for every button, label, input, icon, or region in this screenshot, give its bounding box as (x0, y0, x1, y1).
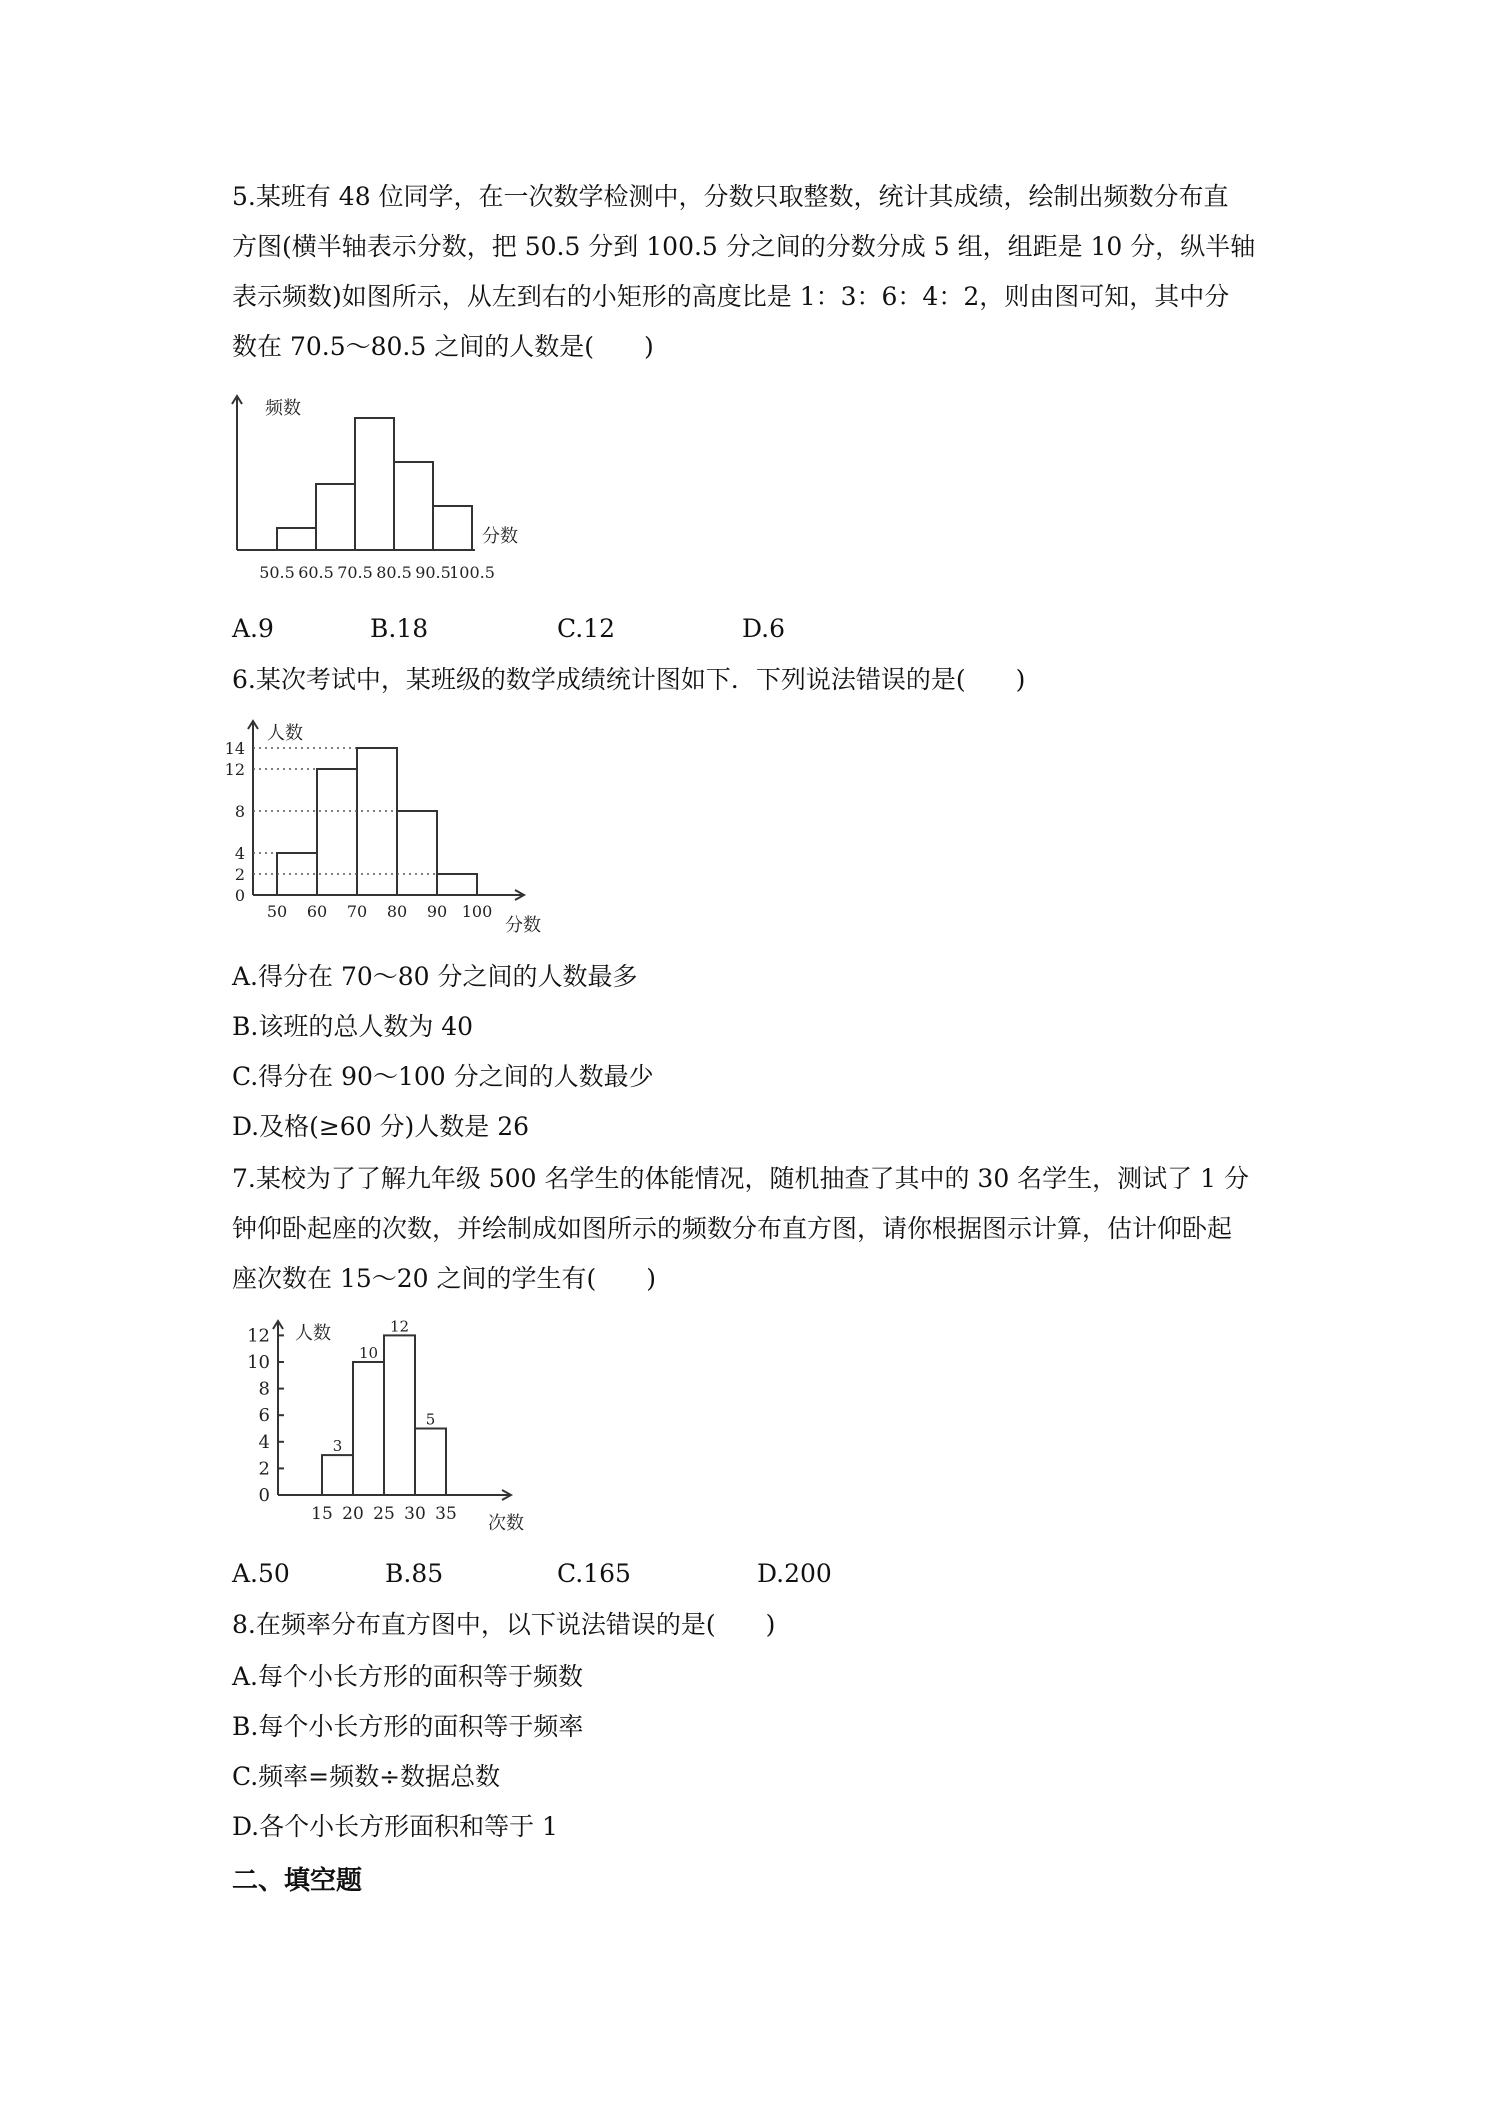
q7-y-axis-label: 人数 (295, 1323, 331, 1344)
q5-option-b[interactable]: B.18 (370, 614, 429, 643)
x-tick-label: 90.5 (415, 563, 451, 582)
histogram-bar (397, 811, 437, 895)
q7-option-d[interactable]: D.200 (757, 1559, 832, 1588)
x-tick-label: 30 (404, 1504, 426, 1524)
histogram-bar (433, 506, 472, 550)
q5-text-line-1: 5.某班有 48 位同学，在一次数学检测中，分数只取整数，统计其成绩，绘制出频数分布直 (232, 182, 1229, 211)
q5-option-a[interactable]: A.9 (232, 614, 274, 643)
bar-data-label: 12 (389, 1317, 410, 1336)
x-tick-label: 25 (373, 1504, 395, 1524)
q6-option-b[interactable]: B.该班的总人数为 40 (232, 1012, 474, 1041)
x-tick-label: 70.5 (337, 563, 373, 582)
y-tick-label: 2 (234, 865, 245, 884)
q7-option-b[interactable]: B.85 (385, 1559, 444, 1588)
histogram-bar (384, 1335, 415, 1495)
x-tick-label: 35 (435, 1504, 457, 1524)
y-tick-label: 6 (258, 1405, 270, 1427)
q8-option-b[interactable]: B.每个小长方形的面积等于频率 (232, 1712, 584, 1741)
q5-y-axis-label: 频数 (265, 398, 301, 419)
histogram-bar (415, 1429, 446, 1496)
x-tick-label: 15 (311, 1504, 333, 1524)
histogram-bar (394, 462, 433, 550)
y-tick-label: 4 (234, 844, 245, 863)
q5-x-axis-label: 分数 (482, 526, 518, 547)
x-tick-label: 100.5 (449, 563, 495, 582)
y-tick-label: 0 (258, 1485, 270, 1506)
histogram-bar (353, 1362, 384, 1495)
x-tick-label: 20 (342, 1504, 364, 1524)
y-tick-label: 12 (224, 760, 245, 779)
q8-option-c[interactable]: C.频率=频数÷数据总数 (232, 1762, 501, 1791)
y-tick-label: 10 (247, 1352, 270, 1373)
histogram-bar (355, 418, 394, 550)
y-tick-label: 14 (224, 739, 245, 758)
y-tick-label: 12 (247, 1325, 270, 1347)
y-tick-label: 8 (258, 1378, 270, 1400)
x-tick-label: 60 (306, 902, 328, 921)
q6-y-axis-label: 人数 (267, 723, 303, 744)
x-tick-label: 90 (426, 902, 448, 921)
y-tick-label: 8 (234, 802, 245, 821)
q6-x-axis-label: 分数 (505, 915, 541, 936)
histogram-bar (316, 484, 355, 550)
x-tick-label: 60.5 (298, 563, 334, 582)
histogram-bar (317, 769, 357, 895)
histogram-bar (277, 528, 316, 550)
x-tick-label: 50 (266, 902, 288, 921)
x-tick-label: 70 (346, 902, 368, 921)
q5-text-line-2: 方图(横半轴表示分数，把 50.5 分到 100.5 分之间的分数分成 5 组，组距是 10 分，纵半轴 (232, 232, 1256, 261)
q7-histogram (240, 1315, 540, 1540)
q7-x-axis-label: 次数 (488, 1513, 524, 1534)
q8-option-a[interactable]: A.每个小长方形的面积等于频数 (232, 1662, 584, 1691)
q6-text-line-1: 6.某次考试中，某班级的数学成绩统计图如下．下列说法错误的是( ) (232, 665, 1026, 694)
y-tick-label: 2 (258, 1458, 270, 1480)
histogram-bar (357, 748, 397, 895)
q7-text-line-2: 钟仰卧起座的次数，并绘制成如图所示的频数分布直方图，请你根据图示计算，估计仰卧起 (232, 1214, 1233, 1243)
q5-text-line-4: 数在 70.5～80.5 之间的人数是( ) (232, 332, 654, 361)
q8-option-d[interactable]: D.各个小长方形面积和等于 1 (232, 1812, 558, 1841)
x-tick-label: 80.5 (376, 563, 412, 582)
section-title-fill-in: 二、填空题 (232, 1866, 363, 1896)
q8-text-line-1: 8.在频率分布直方图中，以下说法错误的是( ) (232, 1610, 776, 1639)
y-tick-label: 0 (234, 886, 245, 905)
q7-option-c[interactable]: C.165 (557, 1559, 631, 1588)
x-tick-label: 80 (386, 902, 408, 921)
histogram-bar (322, 1455, 353, 1495)
q6-option-c[interactable]: C.得分在 90～100 分之间的人数最少 (232, 1062, 654, 1091)
q7-option-a[interactable]: A.50 (232, 1559, 290, 1588)
bar-data-label: 5 (425, 1410, 436, 1429)
q5-text-line-3: 表示频数)如图所示，从左到右的小矩形的高度比是 1：3：6：4：2，则由图可知，其中分 (232, 282, 1230, 311)
q6-option-a[interactable]: A.得分在 70～80 分之间的人数最多 (232, 962, 638, 991)
x-tick-label: 100 (461, 902, 493, 921)
q6-histogram (225, 715, 545, 945)
q5-histogram (225, 390, 545, 590)
q5-option-c[interactable]: C.12 (557, 614, 615, 643)
y-tick-label: 4 (258, 1431, 270, 1453)
bar-data-label: 3 (332, 1437, 343, 1456)
q7-text-line-1: 7.某校为了了解九年级 500 名学生的体能情况，随机抽查了其中的 30 名学生，测试了 1 分 (232, 1164, 1249, 1193)
x-tick-label: 50.5 (259, 563, 295, 582)
bar-data-label: 10 (358, 1344, 379, 1362)
histogram-bar (437, 874, 477, 895)
q7-text-line-3: 座次数在 15～20 之间的学生有( ) (232, 1264, 657, 1293)
q6-option-d[interactable]: D.及格(≥60 分)人数是 26 (232, 1112, 530, 1141)
q5-option-d[interactable]: D.6 (742, 614, 786, 643)
